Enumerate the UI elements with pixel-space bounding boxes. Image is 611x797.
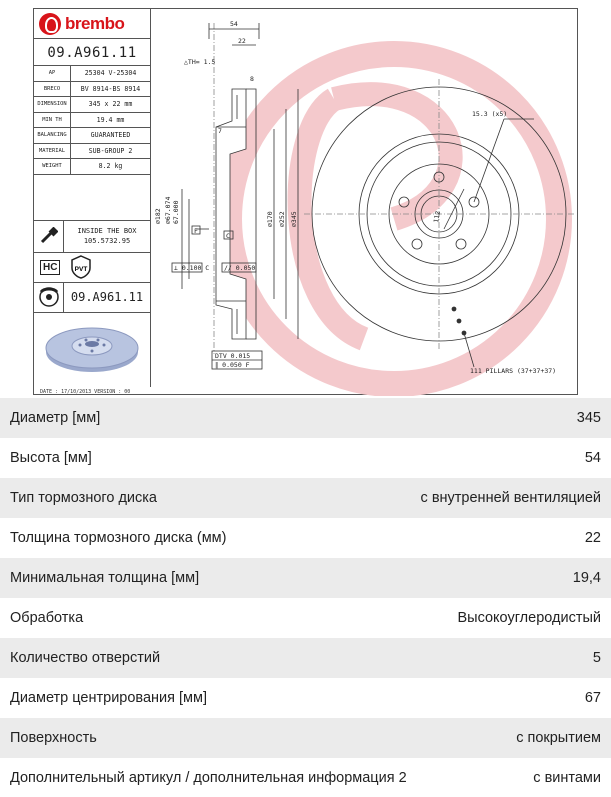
- spec-row-weight: [34, 159, 150, 175]
- table-row: [0, 438, 611, 478]
- holes-label: 15.3 (x5): [472, 110, 508, 118]
- dim-170: ∅170: [266, 211, 274, 227]
- table-row: [0, 558, 611, 598]
- spec-value: SUB-GROUP 2: [88, 146, 133, 155]
- spec-key: BRECO: [34, 82, 71, 97]
- tolerance-1: ⊥ 0.100 C: [174, 264, 210, 272]
- table-row: [0, 678, 611, 718]
- spec-key: WEIGHT: [34, 159, 71, 174]
- dim-67074: ∅67.074: [164, 196, 172, 224]
- drawing-sheet: [33, 8, 578, 395]
- inside-box-text: [64, 226, 150, 246]
- spec-row-dimension: [34, 97, 150, 113]
- dtv-label: DTV 0.015: [215, 352, 251, 360]
- dim-th: △TH= 1.5: [184, 58, 216, 66]
- pillars-label: 111 PILLARS (37+37+37): [470, 367, 557, 375]
- table-row: [0, 758, 611, 797]
- spec-key: DIMENSION: [34, 97, 71, 112]
- row-label: Диаметр [мм]: [10, 410, 101, 426]
- spec-key: AP: [34, 66, 71, 81]
- row-value: Высокоуглеродистый: [457, 610, 601, 626]
- footer-part-row: [34, 283, 150, 313]
- spec-value: 8.2 kg: [98, 162, 123, 171]
- row-label: Дополнительный артикул / дополнительная информация 2: [10, 770, 407, 786]
- row-label: Количество отверстий: [10, 650, 161, 666]
- brembo-logo-icon: [39, 13, 61, 35]
- date-version: DATE : 17/10/2013 VERSION : 00: [40, 389, 131, 395]
- pvt-label: PVT: [75, 266, 88, 273]
- brand-name: brembo: [65, 13, 125, 33]
- dim-8: 8: [250, 75, 254, 83]
- technical-drawing: [0, 0, 611, 398]
- brand-header: [34, 9, 150, 39]
- spec-spacer: [34, 175, 150, 221]
- dim-7: 7: [218, 127, 222, 135]
- table-row: [0, 598, 611, 638]
- spec-key: MATERIAL: [34, 144, 71, 159]
- table-row: [0, 718, 611, 758]
- spec-value: BV 8914-BS 8914: [80, 84, 141, 93]
- table-row: [0, 398, 611, 438]
- datum-c: C: [226, 232, 230, 240]
- table-row: [0, 478, 611, 518]
- row-label: Толщина тормозного диска (мм): [10, 530, 227, 546]
- dim-345: ∅345: [290, 211, 298, 227]
- dim-252: ∅252: [278, 211, 286, 227]
- row-value: с винтами: [533, 770, 601, 786]
- disc-3d-illustration: [34, 313, 150, 383]
- table-row: [0, 518, 611, 558]
- footer-part-number: 09.A961.11: [70, 290, 144, 304]
- row-label: Диаметр центрирования [мм]: [10, 690, 208, 706]
- dim-182: ∅182: [154, 208, 162, 224]
- row-value: 19,4: [572, 570, 601, 586]
- spec-row-breco: [34, 82, 150, 98]
- dim-67000: 67.000: [172, 200, 180, 224]
- spec-column: [34, 9, 151, 387]
- spec-row-balancing: [34, 128, 150, 144]
- spec-value: 19.4 mm: [96, 115, 125, 124]
- pcd-label: 112: [432, 210, 443, 224]
- row-value: 345: [576, 410, 601, 426]
- disc-pad-icon: [34, 282, 64, 312]
- dim-22: 22: [238, 37, 246, 45]
- row-value: 54: [584, 450, 601, 466]
- hc-pvt-row: [34, 253, 150, 283]
- dim-54: 54: [230, 20, 238, 28]
- inside-box-line2: 105.5732.95: [83, 237, 131, 245]
- row-label: Высота [мм]: [10, 450, 92, 466]
- pvt-shield-icon: [70, 255, 92, 279]
- spec-key: BALANCING: [34, 128, 71, 143]
- inside-box-line1: INSIDE THE BOX: [77, 227, 137, 235]
- row-value: 22: [584, 530, 601, 546]
- row-label: Поверхность: [10, 730, 97, 746]
- row-value: 5: [592, 650, 601, 666]
- spec-value: GUARANTEED: [90, 131, 131, 140]
- inside-box-row: [34, 221, 150, 253]
- row-label: Тип тормозного диска: [10, 490, 157, 506]
- datum-f: F: [194, 227, 198, 235]
- spec-row-material: [34, 144, 150, 160]
- row-value: с покрытием: [516, 730, 601, 746]
- row-value: 67: [584, 690, 601, 706]
- row-label: Минимальная толщина [мм]: [10, 570, 200, 586]
- tolerance-3: ∥ 0.050 F: [215, 361, 250, 369]
- part-number: 09.A961.11: [34, 39, 150, 66]
- spec-value: 25304 V-25304: [84, 69, 137, 78]
- row-value: с внутренней вентиляцией: [420, 490, 601, 506]
- table-row: [0, 638, 611, 678]
- spec-row-ap: [34, 66, 150, 82]
- hc-badge: HC: [40, 260, 60, 275]
- tolerance-2: // 0.050: [224, 264, 256, 272]
- characteristics-table: [0, 398, 611, 797]
- spec-row-min-th: [34, 113, 150, 129]
- spec-value: 345 x 22 mm: [88, 100, 133, 109]
- screw-icon: [34, 220, 64, 252]
- row-label: Обработка: [10, 610, 84, 626]
- spec-key: MIN TH: [34, 113, 71, 128]
